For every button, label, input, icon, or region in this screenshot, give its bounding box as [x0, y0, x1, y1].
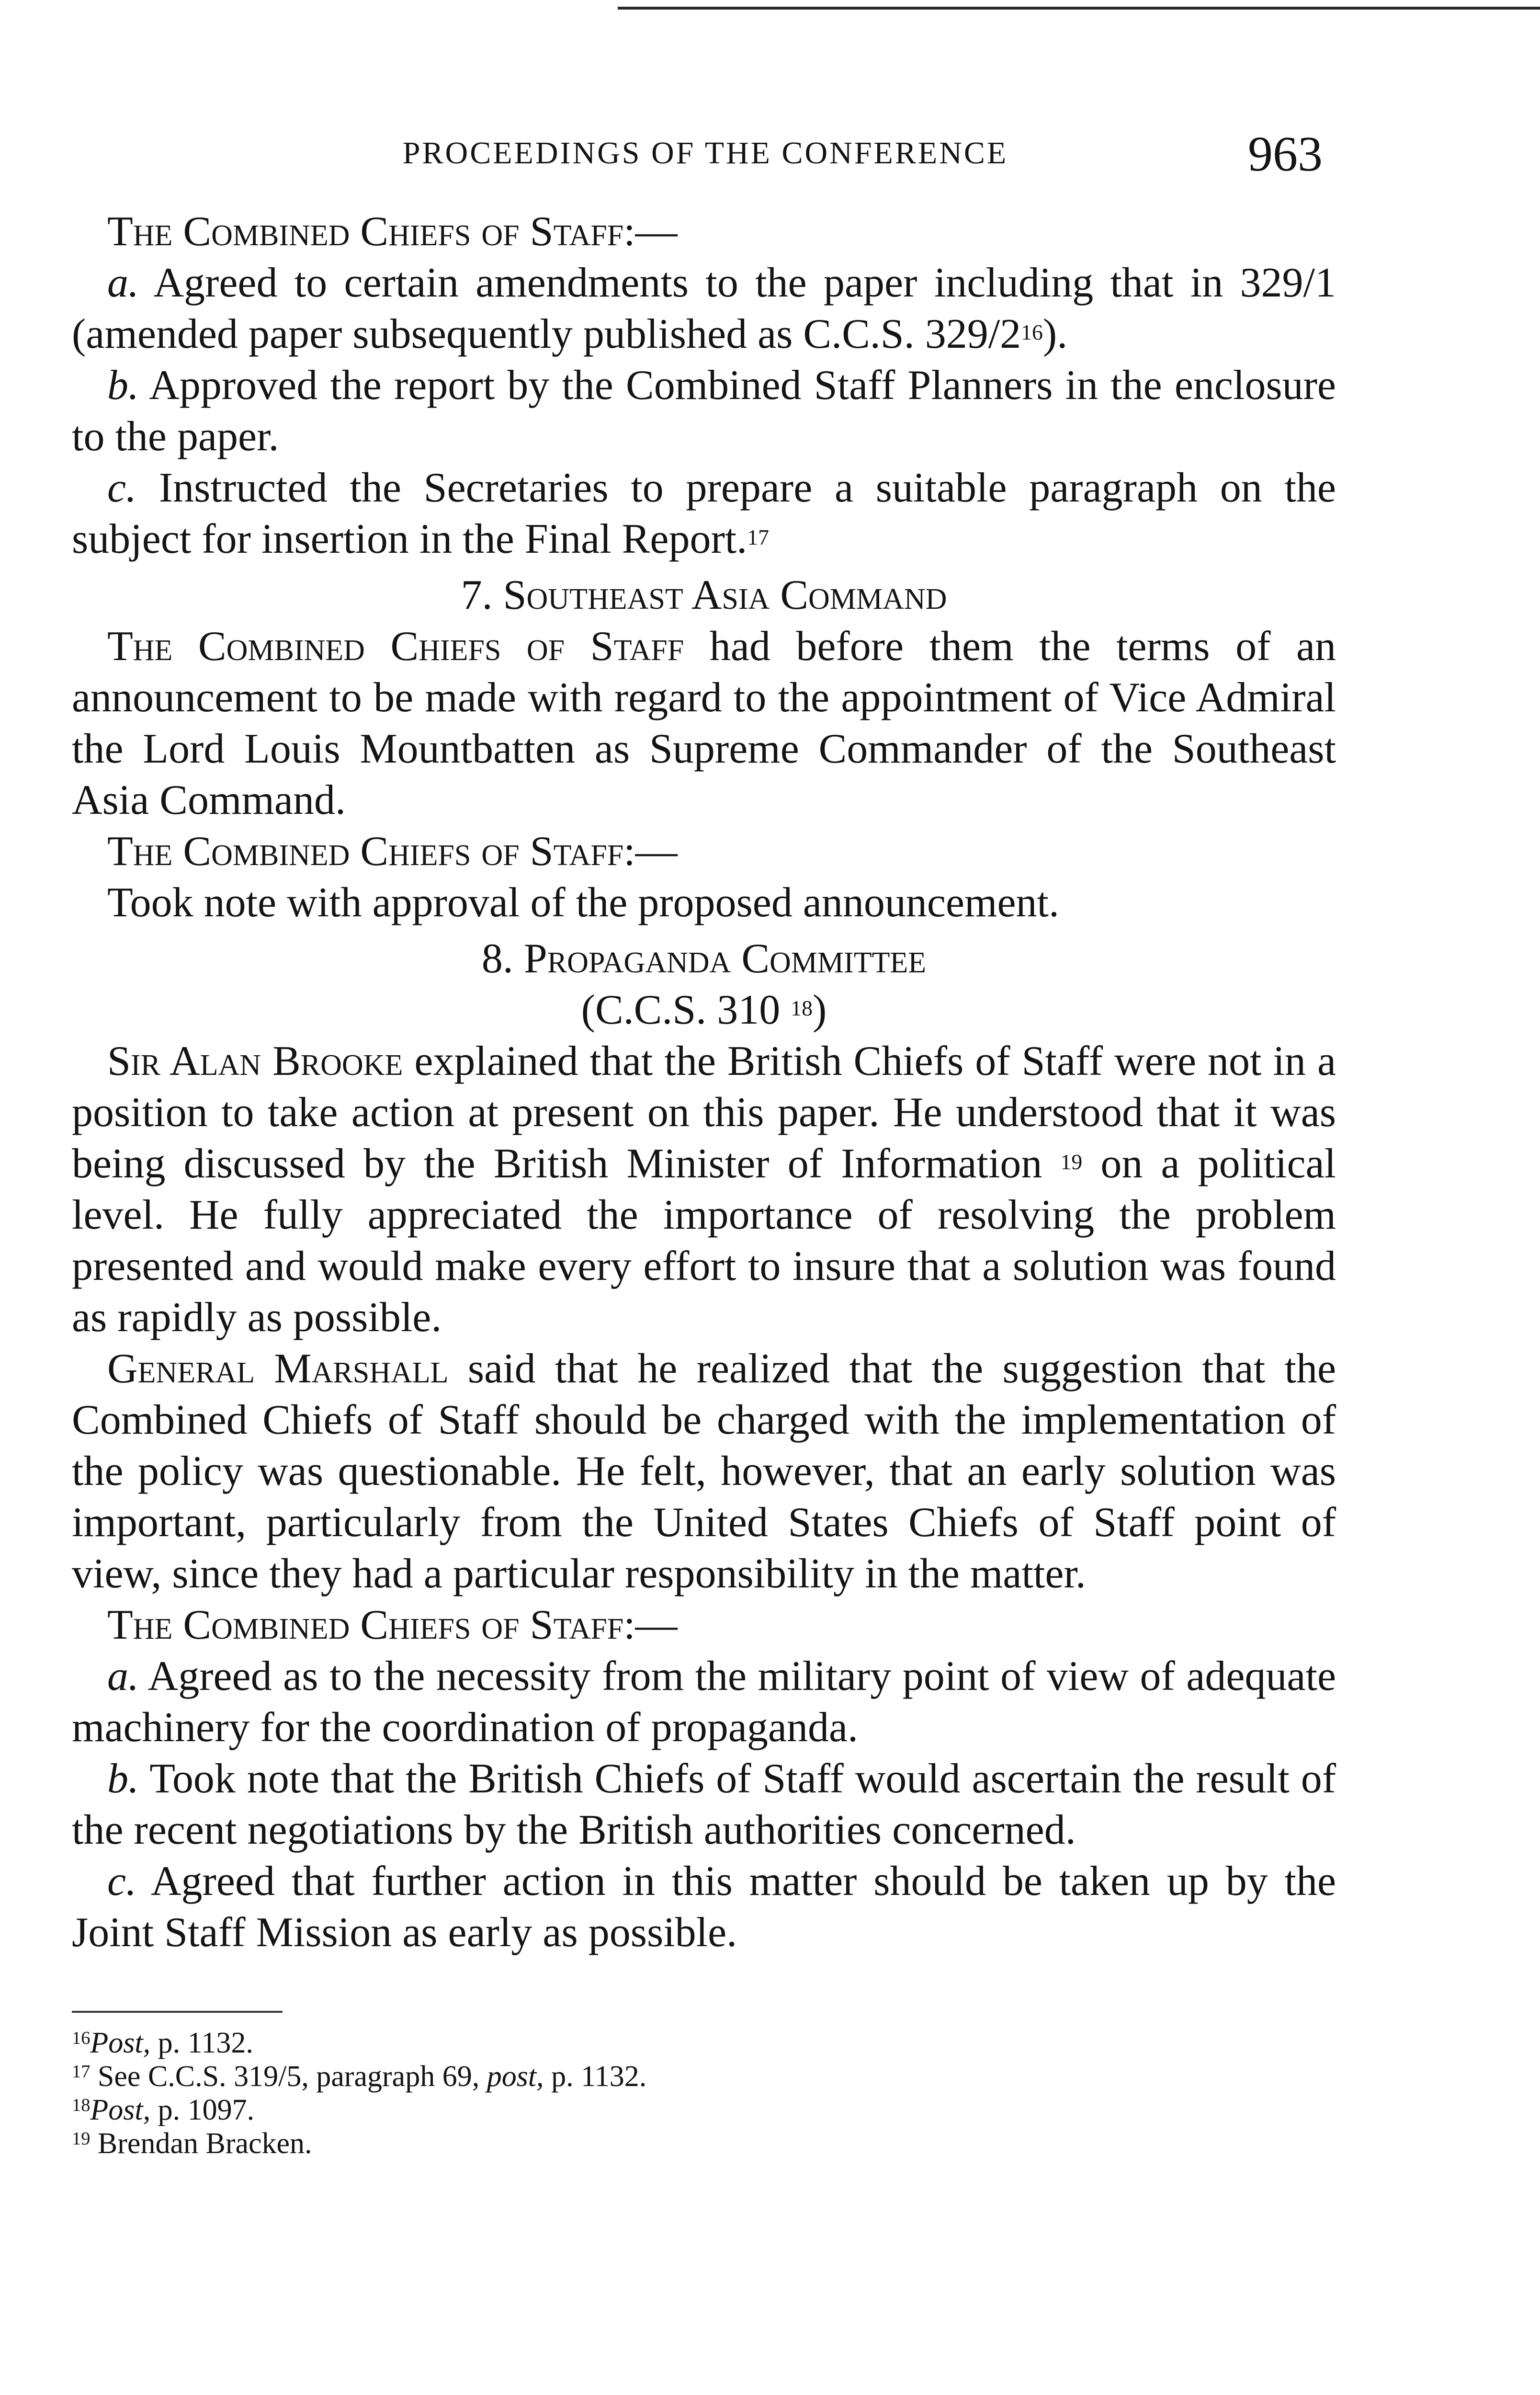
speaker-label: The Combined Chiefs of Staff — [107, 623, 684, 670]
footnote: $^{18}$Post, p. 1097. — [72, 2094, 255, 2126]
footnote-number: 18 — [72, 2095, 91, 2115]
paragraph: a. Agreed to certain amendments to the paper including that in 329/1 (amended paper subsequently published as C.C.S. $329/2^{16}$). — [72, 260, 1336, 357]
running-header — [72, 135, 1339, 171]
speaker-label: The Combined Chiefs of Staff — [107, 208, 624, 255]
item-marker: a. — [107, 260, 139, 306]
section-heading: 8. Propaganda Committee — [481, 935, 927, 982]
section-reference: (C.C.S. 310 $^{18}$) — [581, 987, 827, 1033]
paragraph: The Combined Chiefs of Staff had before them the terms of an announcement to be made with regard to the appointment of Vice Admiral the Lord Louis Mountbatten as Supreme Commander of the Southeast Asia Command. — [72, 623, 1336, 823]
footnote-ref: 17 — [747, 525, 769, 549]
item-marker: b. — [107, 1756, 139, 1802]
paragraph: Sir Alan Brooke explained that the British Chiefs of Staff were not in a position to take action at present on this paper. He understood that it was being discussed by the British Minister of Information $^{19}$ on a political level. He fully appreciated the importance of resolving the problem presented and would make every effort to insure that a solution was found as rapidly as possible. — [72, 1038, 1336, 1341]
paragraph: The Combined Chiefs of Staff:— — [107, 828, 678, 875]
paragraph: b. Approved the report by the Combined Staff Planners in the enclosure to the paper. — [72, 362, 1336, 460]
footnote-number: 17 — [72, 2062, 91, 2082]
speaker-label: The Combined Chiefs of Staff — [107, 828, 624, 875]
footnote: $^{16}$Post, p. 1132. — [72, 2027, 253, 2059]
section-heading: 7. Southeast Asia Command — [461, 572, 947, 618]
footnote-ref: 16 — [1021, 320, 1043, 344]
paragraph: The Combined Chiefs of Staff:— — [107, 208, 678, 255]
item-marker: c. — [107, 1858, 137, 1905]
footnote-number: 19 — [72, 2129, 91, 2149]
footnote: $^{17}$ See C.C.S. 319/5, paragraph 69, post, p. 1132. — [72, 2060, 647, 2093]
footnote: $^{19}$ Brendan Bracken. — [72, 2127, 312, 2160]
paragraph: General Marshall said that he realized that the suggestion that the Combined Chiefs of Staff should be charged with the implementation of the policy was questionable. He felt, however, that an early solution was important, particularly from the United States Chiefs of Staff point of view, since they had a particular responsibility in the matter. — [72, 1346, 1336, 1597]
paragraph: b. Took note that the British Chiefs of Staff would ascertain the result of the recent negotiations by the British authorities concerned. — [72, 1756, 1336, 1853]
top-rule — [618, 7, 1540, 10]
paragraph: c. Agreed that further action in this matter should be taken up by the Joint Staff Mission as early as possible. — [72, 1858, 1336, 1956]
item-marker: b. — [107, 362, 139, 409]
paragraph: The Combined Chiefs of Staff:— — [107, 1602, 678, 1648]
paragraph: Took note with approval of the proposed announcement. — [107, 879, 1059, 926]
page-number: 963 — [1248, 126, 1323, 182]
item-marker: c. — [107, 465, 137, 511]
footnote-ref: 18 — [791, 996, 813, 1020]
footnote-ref: 19 — [1060, 1150, 1083, 1174]
paragraph: a. Agreed as to the necessity from the military point of view of adequate machinery for the coordination of propaganda. — [72, 1653, 1336, 1751]
page-body — [72, 206, 1336, 2160]
item-marker: a. — [107, 1653, 139, 1699]
running-title: PROCEEDINGS OF THE CONFERENCE — [402, 136, 1008, 171]
speaker-label: General Marshall — [107, 1346, 449, 1392]
paragraph: c. Instructed the Secretaries to prepare a suitable paragraph on the subject for insertion in the Final Report.$^{17}$ — [72, 465, 1336, 562]
speaker-label: The Combined Chiefs of Staff — [107, 1602, 624, 1648]
footnote-number: 16 — [72, 2028, 91, 2048]
footnote-divider — [72, 2011, 283, 2013]
speaker-label: Sir Alan Brooke — [107, 1038, 403, 1084]
